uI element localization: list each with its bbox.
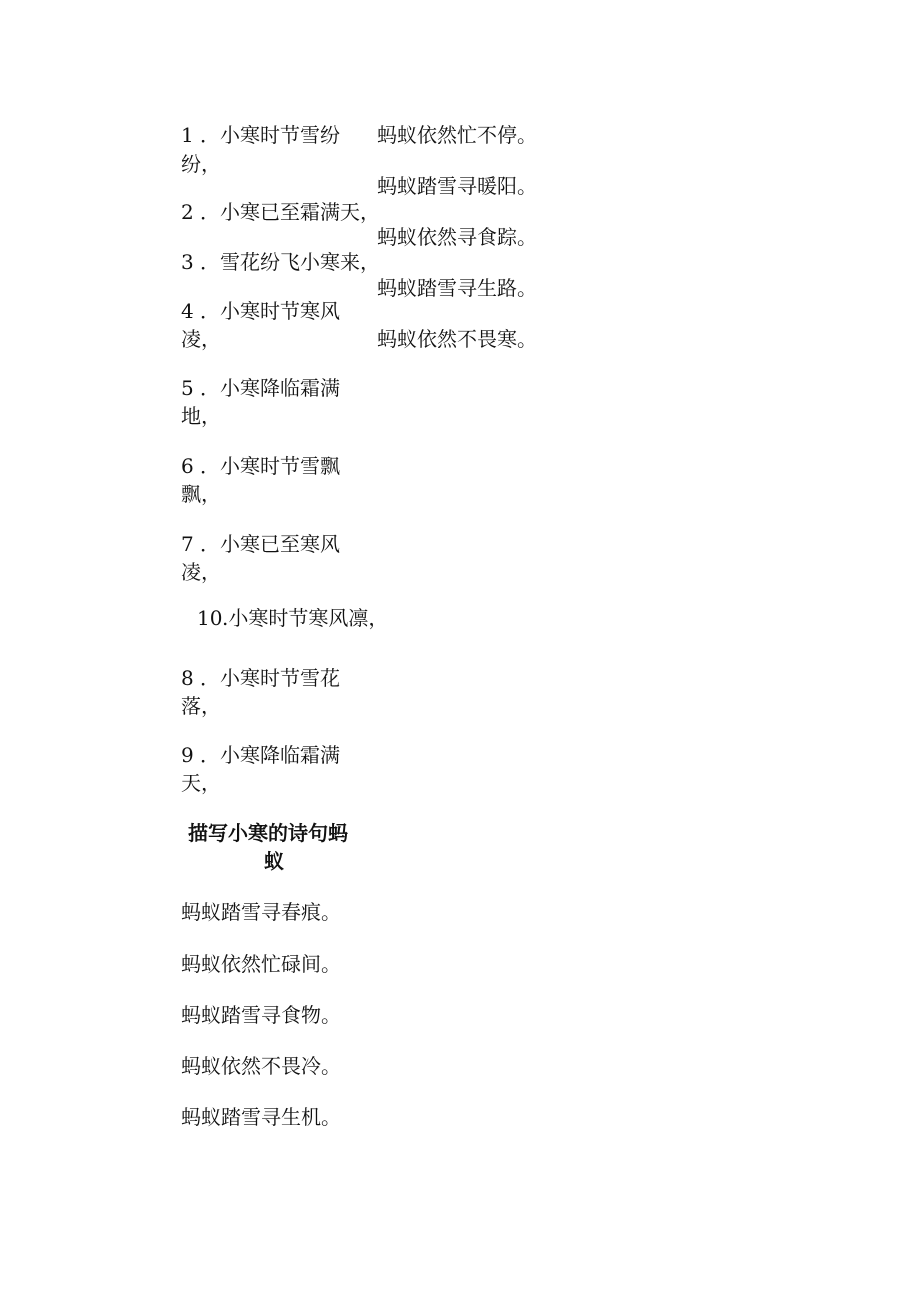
left-line-1-wrap: 纷， [181, 152, 221, 176]
left-line-8-wrap: 落， [181, 694, 221, 718]
left-line-3-number: 3 [181, 250, 194, 274]
left-line-7-text: ．小寒已至寒风 [200, 532, 340, 556]
left-line-9-text: ．小寒降临霜满 [200, 743, 340, 767]
left-line-7-number: 7 [181, 532, 194, 556]
right-line-2: 蚂蚁踏雪寻暖阳。 [377, 174, 537, 198]
bottom-line-5: 蚂蚁踏雪寻生机。 [181, 1105, 341, 1129]
left-line-3-text: ．雪花纷飞小寒来， [200, 250, 380, 274]
left-line-5-number: 5 [181, 376, 194, 400]
right-line-5: 蚂蚁依然不畏寒。 [377, 327, 537, 351]
left-line-10-text: .小寒时节寒风凛， [222, 606, 389, 630]
left-line-6-wrap: 飘， [181, 482, 221, 506]
left-line-5-wrap: 地， [181, 404, 221, 428]
right-line-4: 蚂蚁踏雪寻生路。 [377, 276, 537, 300]
section-heading-line-1: 描写小寒的诗句蚂 [188, 821, 348, 845]
left-line-8-text: ．小寒时节雪花 [200, 666, 340, 690]
left-line-9-number: 9 [181, 743, 194, 767]
left-line-4-wrap: 凌， [181, 327, 221, 351]
bottom-line-4: 蚂蚁依然不畏冷。 [181, 1054, 341, 1078]
right-line-3: 蚂蚁依然寻食踪。 [377, 225, 537, 249]
left-line-5-text: ．小寒降临霜满 [200, 376, 340, 400]
left-line-10-number: 10 [197, 606, 223, 630]
left-line-4-number: 4 [181, 299, 194, 323]
left-line-7-wrap: 凌， [181, 560, 221, 584]
left-line-9-wrap: 天， [181, 771, 221, 795]
left-line-6-text: ．小寒时节雪飘 [200, 454, 340, 478]
left-line-1-number: 1 [181, 123, 194, 147]
section-heading-line-2: 蚁 [264, 849, 284, 873]
bottom-line-2: 蚂蚁依然忙碌间。 [181, 952, 341, 976]
left-line-4-text: ．小寒时节寒风 [200, 299, 340, 323]
bottom-line-3: 蚂蚁踏雪寻食物。 [181, 1003, 341, 1027]
bottom-line-1: 蚂蚁踏雪寻春痕。 [181, 900, 341, 924]
left-line-8-number: 8 [181, 666, 194, 690]
left-line-1-text: ．小寒时节雪纷 [200, 123, 340, 147]
left-line-6-number: 6 [181, 454, 194, 478]
right-line-1: 蚂蚁依然忙不停。 [377, 123, 537, 147]
left-line-2-number: 2 [181, 200, 194, 224]
left-line-2-text: ．小寒已至霜满天， [200, 200, 380, 224]
